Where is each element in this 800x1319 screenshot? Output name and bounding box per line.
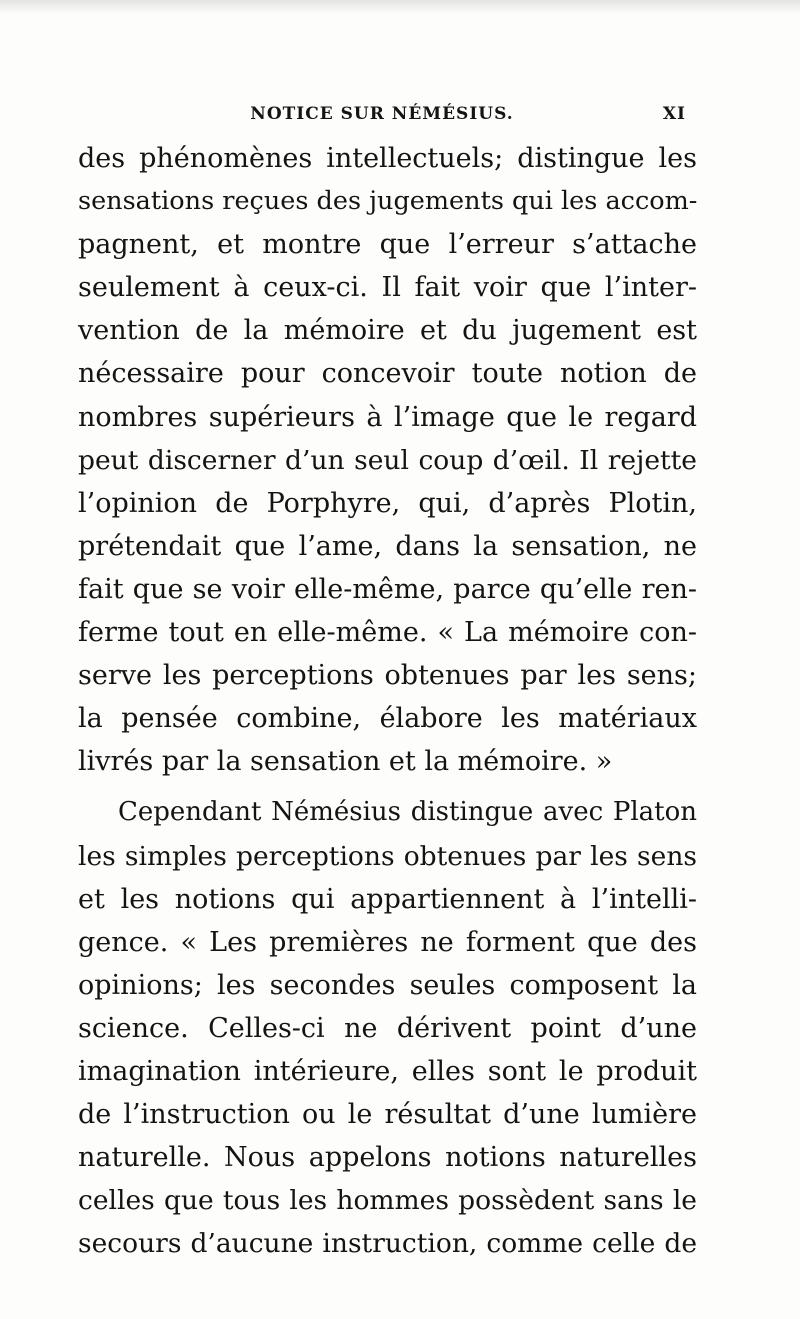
paragraph-gap — [78, 783, 697, 791]
paragraph-1 — [78, 137, 697, 783]
text-line: ferme tout en elle-même. « La mémoire con- — [78, 617, 697, 649]
text-line: l’opinion de Porphyre, qui, d’après Plotin, — [78, 487, 697, 519]
text-line: nombres supérieurs à l’image que le regard — [78, 401, 697, 433]
text-line: Cependant Némésius distingue avec Platon — [118, 797, 697, 828]
text-line: pagnent, et montre que l’erreur s’attache — [78, 229, 697, 261]
text-line: des phénomènes intellectuels; distingue les — [78, 143, 697, 174]
text-line: fait que se voir elle-même, parce qu’elle ren- — [78, 573, 697, 605]
text-line: celles que tous les hommes possèdent sans le — [78, 1185, 697, 1217]
running-title: NOTICE SUR NÉMÉSIUS. — [250, 104, 514, 124]
text-line: naturelle. Nous appelons notions naturelles — [78, 1142, 697, 1174]
text-line: nécessaire pour concevoir toute notion de — [78, 358, 697, 390]
paragraph-2 — [78, 791, 697, 1265]
text-line: secours d’aucune instruction, comme celle de — [78, 1228, 697, 1260]
page-number: XI — [662, 104, 686, 124]
text-line: vention de la mémoire et du jugement est — [78, 315, 697, 347]
text-line: peut discerner d’un seul coup d’œil. Il rejette — [78, 444, 697, 476]
text-line: les simples perceptions obtenues par les sens — [78, 840, 697, 872]
text-line: serve les perceptions obtenues par les sens; — [78, 660, 697, 692]
text-line: la pensée combine, élabore les matériaux — [78, 703, 697, 735]
text-line: prétendait que l’ame, dans la sensation, ne — [78, 530, 697, 562]
text-line: de l’instruction ou le résultat d’une lumière — [78, 1099, 697, 1131]
page-top-edge — [0, 0, 800, 14]
text-line: science. Celles-ci ne dérivent point d’une — [78, 1012, 697, 1044]
running-head — [78, 104, 686, 128]
text-line: et les notions qui appartiennent à l’intelli- — [78, 883, 697, 915]
text-line: imagination intérieure, elles sont le produit — [78, 1055, 697, 1087]
text-line: livrés par la sensation et la mémoire. » — [78, 746, 613, 778]
text-line: seulement à ceux-ci. Il fait voir que l’inter- — [78, 272, 697, 304]
text-line: sensations reçues des jugements qui les accom- — [78, 186, 698, 217]
text-line: opinions; les secondes seules composent la — [78, 969, 697, 1001]
text-line: gence. « Les premières ne forment que des — [78, 926, 697, 958]
body-text — [78, 137, 697, 1265]
